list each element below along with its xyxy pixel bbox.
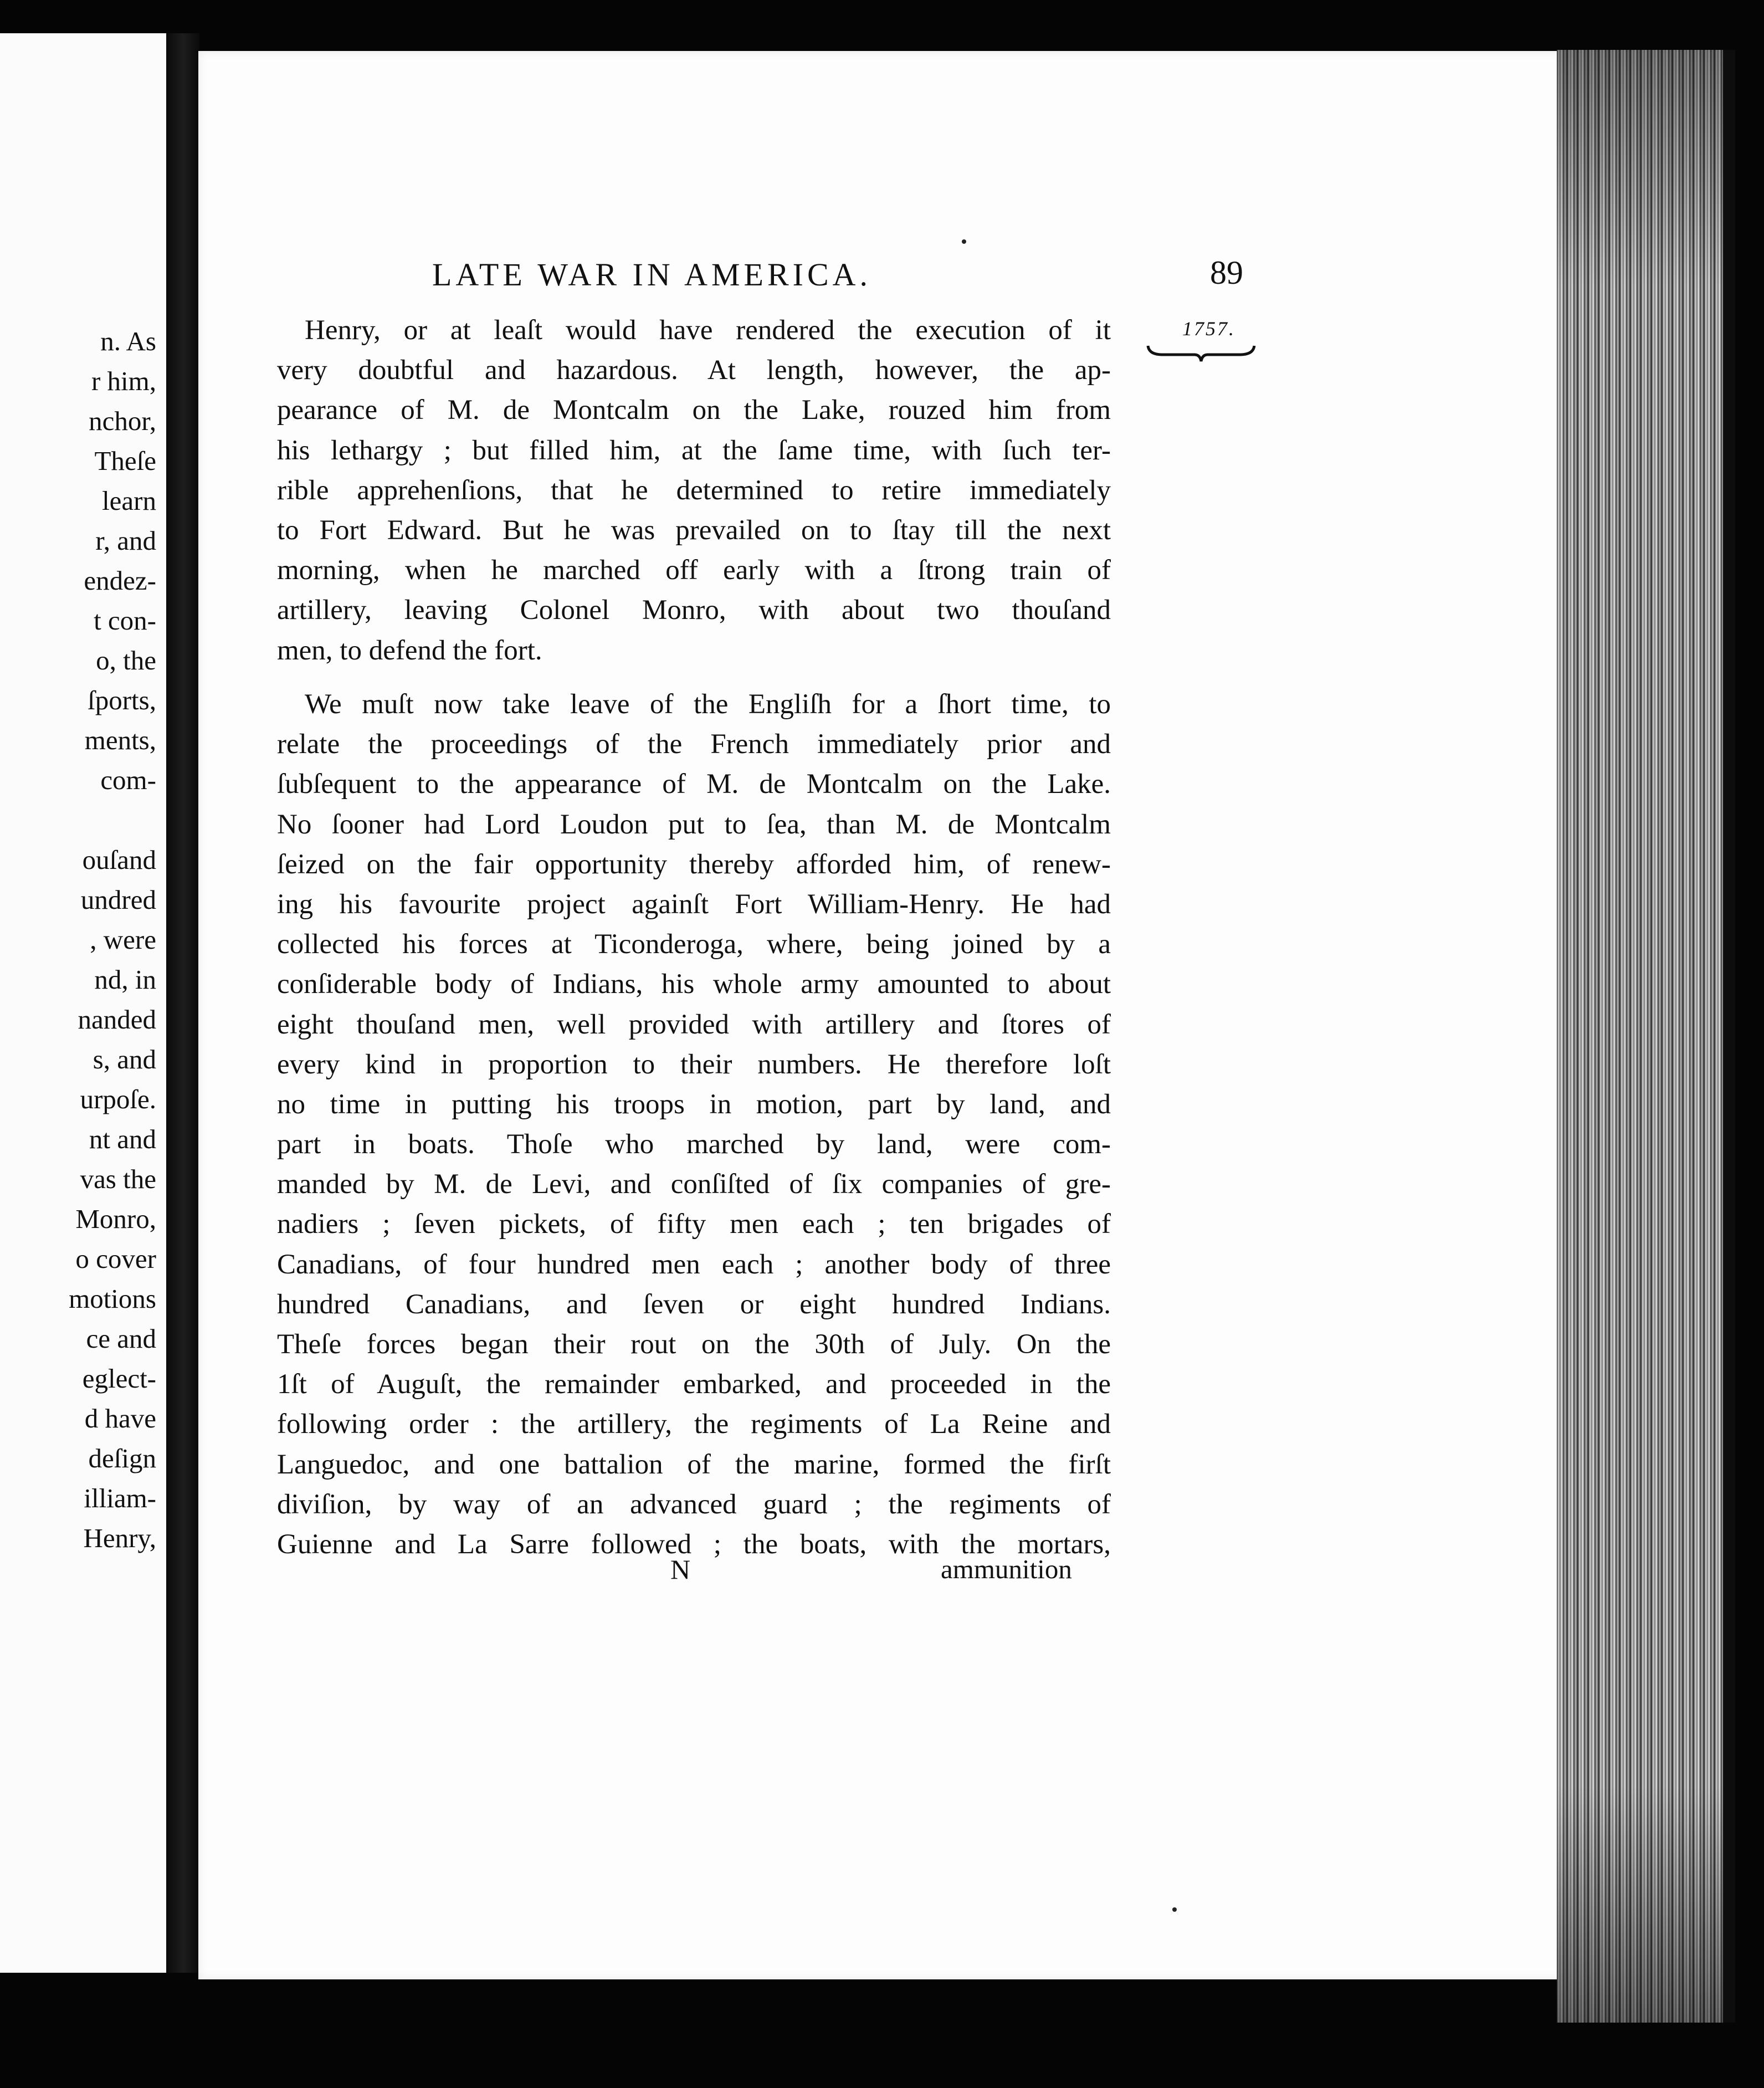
- running-head: LATE WAR IN AMERICA.: [432, 257, 872, 293]
- margin-year-note: 1757.: [1182, 318, 1235, 340]
- paragraph-2: [277, 684, 1111, 1564]
- facing-page-text: [0, 321, 156, 1558]
- text-line: following order : the artillery, the regiments of La Reine and: [277, 1409, 1111, 1440]
- facing-page-line: urpoſe.: [80, 1084, 156, 1114]
- text-line: very doubtful and hazardous. At length, however, the ap-: [277, 355, 1111, 386]
- margin-brace-icon: [1146, 344, 1257, 362]
- facing-page-line: nchor,: [89, 406, 156, 436]
- text-line: collected his forces at Ticonderoga, where, being joined by a: [277, 929, 1111, 960]
- facing-page-line: n. As: [100, 326, 156, 356]
- facing-page-line: o cover: [75, 1243, 156, 1274]
- facing-page-line: deſign: [88, 1443, 156, 1473]
- facing-page-line: [0, 800, 156, 840]
- facing-page-line: nanded: [78, 1004, 156, 1035]
- text-line: morning, when he marched off early with a ſtrong train of: [277, 555, 1111, 586]
- paragraph-1: [277, 310, 1111, 671]
- text-line: artillery, leaving Colonel Monro, with about two thouſand: [277, 595, 1111, 626]
- text-line: ſubſequent to the appearance of M. de Montcalm on the Lake.: [277, 769, 1111, 800]
- text-line: no time in putting his troops in motion, part by land, and: [277, 1088, 1111, 1120]
- facing-page-line: Monro,: [75, 1204, 156, 1234]
- text-line: Languedoc, and one battalion of the marine, formed the firſt: [277, 1449, 1111, 1480]
- text-line: Guienne and La Sarre followed ; the boats, with the mortars,: [277, 1528, 1111, 1560]
- facing-page-line: ouſand: [82, 845, 156, 875]
- facing-page-line: com-: [100, 765, 156, 795]
- facing-page-line: learn: [102, 485, 156, 516]
- text-line: pearance of M. de Montcalm on the Lake, rouzed him from: [277, 395, 1111, 426]
- text-line: 1ſt of Auguſt, the remainder embarked, and proceeded in the: [277, 1369, 1111, 1400]
- facing-page-line: illiam-: [84, 1483, 156, 1513]
- text-line: hundred Canadians, and ſeven or eight hundred Indians.: [277, 1288, 1111, 1320]
- facing-page-line: , were: [90, 924, 156, 955]
- facing-page-line: ments,: [84, 725, 156, 755]
- fore-edge-shadow: [1557, 50, 1723, 2023]
- facing-page-line: o, the: [96, 645, 156, 675]
- text-line: Canadians, of four hundred men each ; another body of three: [277, 1248, 1111, 1280]
- text-line: relate the proceedings of the French immediately prior and: [277, 729, 1111, 760]
- facing-page: [0, 33, 170, 1973]
- text-line: ing his favourite project againſt Fort William-Henry. He had: [277, 888, 1111, 920]
- text-line: ſeized on the fair opportunity thereby afforded him, of renew-: [277, 848, 1111, 880]
- facing-page-line: motions: [69, 1283, 156, 1314]
- facing-page-line: Theſe: [94, 446, 156, 476]
- text-line: No ſooner had Lord Loudon put to ſea, than M. de Montcalm: [277, 808, 1111, 840]
- facing-page-line: r, and: [95, 525, 156, 556]
- signature-mark: N: [670, 1554, 691, 1585]
- facing-page-line: endez-: [84, 565, 156, 596]
- text-line: conſiderable body of Indians, his whole army amounted to about: [277, 969, 1111, 1000]
- text-line: nadiers ; ſeven pickets, of fifty men each ; ten brigades of: [277, 1209, 1111, 1240]
- text-line: to Fort Edward. But he was prevailed on to ſtay till the next: [277, 514, 1111, 546]
- text-line: eight thouſand men, well provided with artillery and ſtores of: [277, 1009, 1111, 1040]
- book-gutter: [166, 33, 199, 1973]
- facing-page-line: r him,: [91, 366, 156, 396]
- catchword: ammunition: [941, 1554, 1072, 1584]
- facing-page-line: Henry,: [83, 1523, 156, 1553]
- text-line: his lethargy ; but filled him, at the ſame time, with ſuch ter-: [277, 434, 1111, 466]
- text-line: manded by M. de Levi, and conſiſted of ſix companies of gre-: [277, 1169, 1111, 1200]
- text-line: part in boats. Thoſe who marched by land, were com-: [277, 1129, 1111, 1160]
- page-number: 89: [1210, 254, 1243, 291]
- facing-page-line: vas the: [80, 1164, 156, 1194]
- text-line: diviſion, by way of an advanced guard ; the regiments of: [277, 1488, 1111, 1520]
- ink-speck: [1172, 1907, 1177, 1912]
- facing-page-line: s, and: [93, 1044, 156, 1074]
- facing-page-line: nt and: [89, 1124, 156, 1154]
- ink-speck: [962, 239, 966, 244]
- text-line: Henry, or at leaſt would have rendered the execution of it: [305, 315, 1111, 346]
- text-line: rible apprehenſions, that he determined to retire immediately: [277, 474, 1111, 506]
- facing-page-line: nd, in: [94, 964, 156, 995]
- facing-page-line: d have: [84, 1403, 156, 1434]
- text-line: men, to defend the fort.: [277, 634, 542, 666]
- facing-page-line: eglect-: [82, 1363, 156, 1394]
- text-line: every kind in proportion to their numbers. He therefore loſt: [277, 1048, 1111, 1080]
- facing-page-line: ſports,: [88, 685, 156, 715]
- facing-page-line: t con-: [94, 605, 156, 636]
- text-line: Theſe forces began their rout on the 30th of July. On the: [277, 1329, 1111, 1360]
- text-line: We muſt now take leave of the Engliſh for a ſhort time, to: [305, 689, 1111, 720]
- facing-page-line: undred: [80, 884, 156, 915]
- facing-page-line: ce and: [86, 1323, 156, 1354]
